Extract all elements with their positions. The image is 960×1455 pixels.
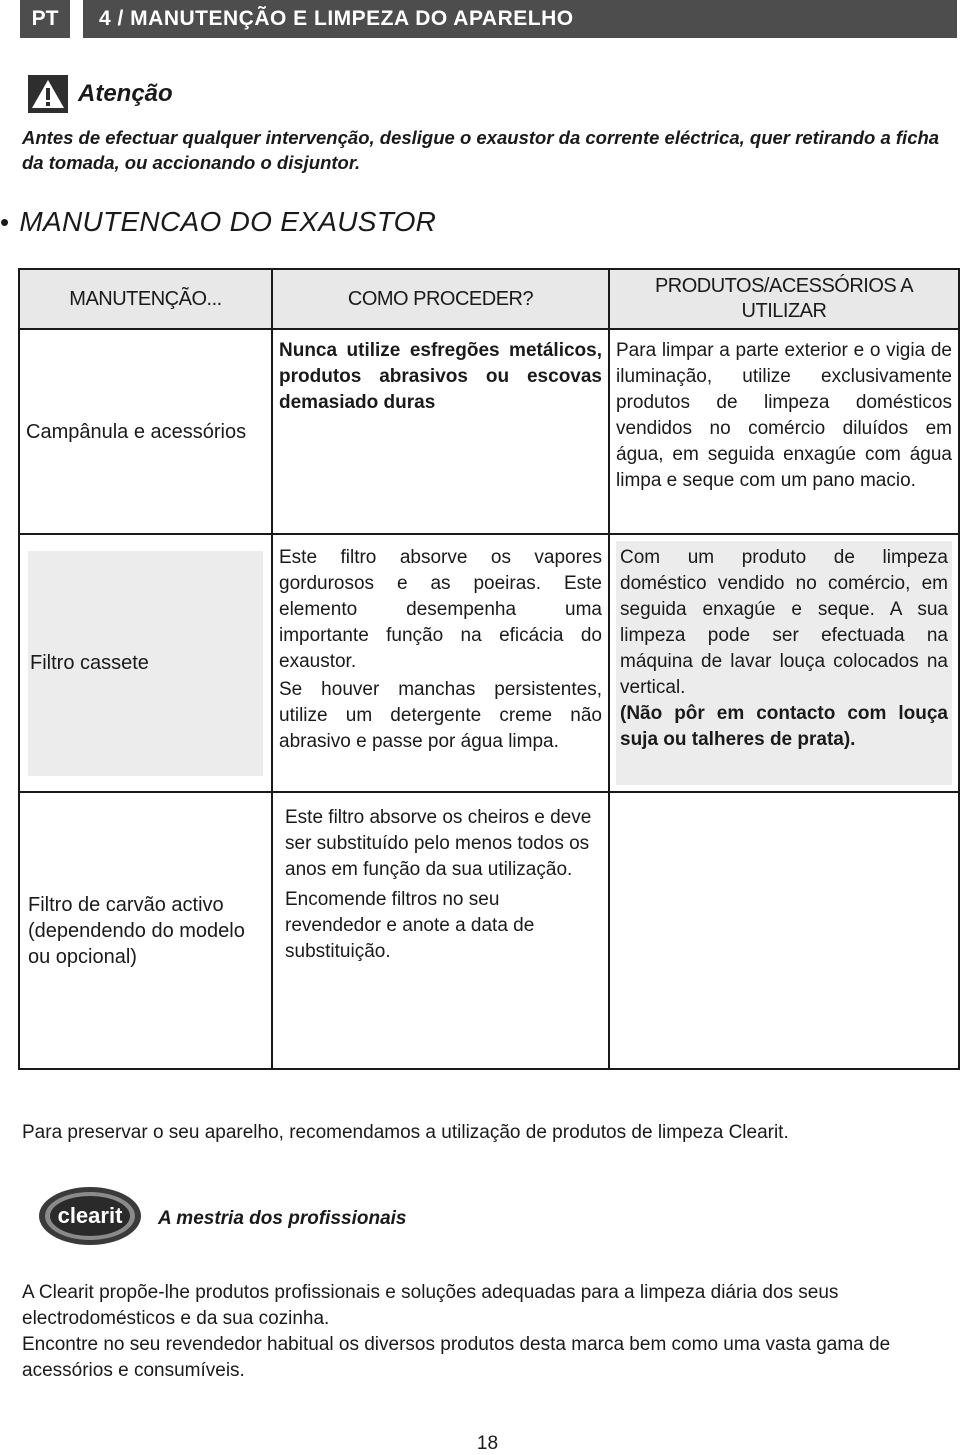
table-row [19,534,959,792]
table-row [19,792,959,1069]
clearit-logo [38,1186,142,1246]
section-header: 4 / MANUTENÇÃO E LIMPEZA DO APARELHO [83,0,957,38]
procedure-text: Encomende filtros no seu revendedor e anote a data de substituição. [285,889,535,962]
procedure-text: Se houver manchas persistentes, utilize um detergente creme não abrasivo e passe por água limpa. [279,679,602,752]
bullet-icon: • [0,206,10,237]
procedure-text: Nunca utilize esfregões metálicos, produtos abrasivos ou escovas demasiado duras [279,340,602,413]
page-number: 18 [476,1433,499,1454]
products-cell [609,329,959,534]
page-header [20,0,957,38]
procedure-cell [272,534,609,792]
warning-title: Atenção [78,80,173,107]
products-box [616,541,952,785]
row-label: Campânula e acessórios [19,329,272,534]
procedure-cell [272,792,609,1069]
products-cell [609,792,959,1069]
row-label: Filtro de carvão activo (dependendo do modelo ou opcional) [19,792,272,1069]
procedure-cell [272,329,609,534]
warning-text: Antes de efectuar qualquer intervenção, desligue o exaustor da corrente eléctrica, quer retirando a ficha da tomada, ou accionando o disjuntor. [22,127,940,173]
table-row [19,329,959,534]
warning-triangle-icon [28,75,68,113]
warning-heading [28,74,173,114]
procedure-text: Este filtro absorve os cheiros e deve ser substituído pelo menos todos os anos em função da sua utilização. [285,807,592,880]
procedure-text: Este filtro absorve os vapores gordurosos e as poeiras. Este elemento desempenha uma importante função na eficácia do exaustor. [279,547,602,672]
table-header-row [19,269,959,329]
table-header-cell: MANUTENÇÃO... [19,269,272,329]
products-note: (Não pôr em contacto com louça suja ou talheres de prata). [620,703,948,750]
section-title-text: MANUTENCAO DO EXAUSTOR [19,206,437,237]
row-label-cell [19,534,272,792]
products-text: Para limpar a parte exterior e o vigia de iluminação, utilize exclusivamente produtos de limpeza domésticos vendidos no comércio diluídos em água, em seguida enxagúe com água limpa e seque com um pano macio. [616,340,952,491]
clearit-availability: Encontre no seu revendedor habitual os diversos produtos desta marca bem como uma vasta gama de acessórios e consumíveis. [22,1334,891,1381]
table-header-cell: PRODUTOS/ACESSÓRIOS A UTILIZAR [609,269,959,329]
products-text: Com um produto de limpeza doméstico vendido no comércio, em seguida enxagúe e seque. A sua limpeza pode ser efectuada na máquina de lavar louça colocados na vertical. [620,547,948,698]
clearit-description: A Clearit propõe-lhe produtos profissionais e soluções adequadas para a limpeza diária dos seus electrodomésticos e da sua cozinha. [22,1282,839,1329]
table-header-cell: COMO PROCEDER? [272,269,609,329]
language-badge: PT [20,0,70,38]
logo-text: clearit [57,1203,123,1228]
maintenance-table [18,268,960,1070]
slogan: A mestria dos profissionais [158,1208,407,1229]
row-label: Filtro cassete [28,551,263,776]
section-title [0,204,436,240]
products-cell [609,534,959,792]
recommendation-text: Para preservar o seu aparelho, recomendamos a utilização de produtos de limpeza Clearit. [22,1122,789,1143]
